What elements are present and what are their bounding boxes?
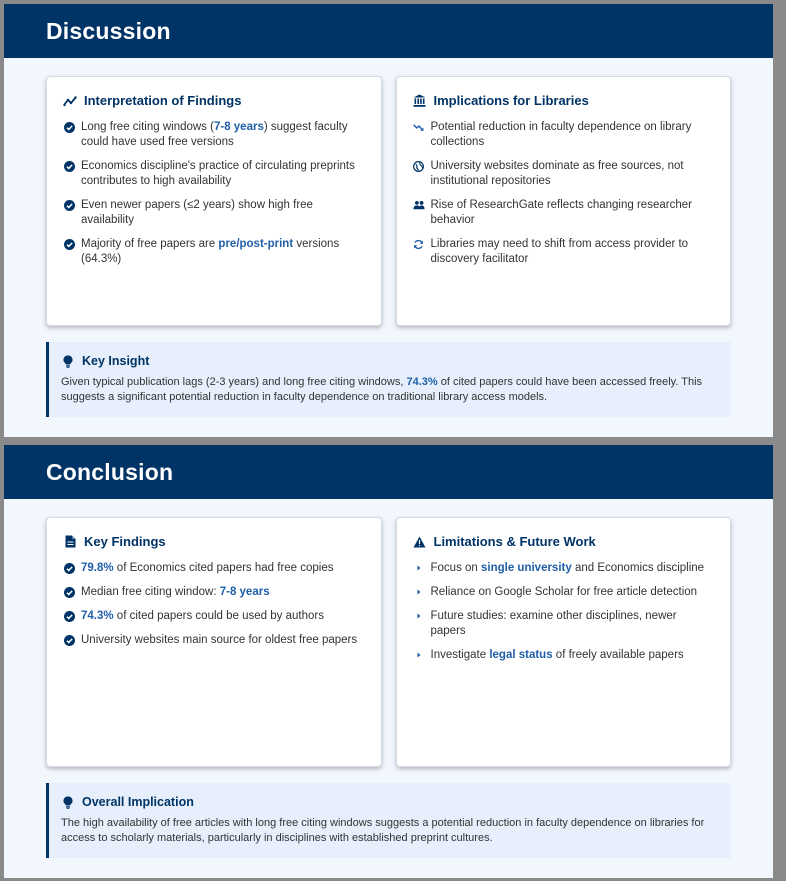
limitations-list [413, 561, 715, 663]
libraries-list [413, 120, 715, 267]
check-circle-icon [63, 586, 75, 598]
chevron-right-icon [413, 562, 425, 574]
check-circle-icon [63, 238, 75, 250]
discussion-slide [4, 4, 773, 437]
item-text: Majority of free papers are pre/post-print versions (64.3%) [81, 238, 340, 265]
item-text: Reliance on Google Scholar for free article detection [430, 586, 698, 598]
discussion-header [4, 4, 773, 58]
item-text: Investigate legal status of freely available papers [430, 649, 684, 661]
overall-implication-title-text: Overall Implication [82, 795, 194, 809]
list-item [63, 585, 365, 600]
list-item [63, 159, 365, 189]
key-insight-text: Given typical publication lags (2-3 years) and long free citing windows, 74.3% of cited papers could have been accessed freely. This suggests a significant potential reduction in faculty dependence on traditional library access models. [61, 376, 703, 403]
list-item [413, 120, 715, 150]
chevron-right-icon [413, 586, 425, 598]
lightbulb-icon [61, 795, 75, 809]
lightbulb-icon [61, 354, 75, 368]
item-text: Future studies: examine other disciplines, newer papers [430, 610, 677, 637]
item-text: University websites main source for oldest free papers [81, 634, 358, 646]
overall-implication-box [46, 783, 731, 858]
chevron-right-icon [413, 610, 425, 622]
list-item [63, 198, 365, 228]
item-text: 79.8% of Economics cited papers had free copies [81, 562, 334, 574]
item-text: Economics discipline's practice of circulating preprints contributes to high availability [81, 160, 355, 187]
item-text: Focus on single university and Economics discipline [430, 562, 705, 574]
list-item [413, 648, 715, 663]
discussion-title: Discussion [46, 17, 171, 44]
item-text: Rise of ResearchGate reflects changing researcher behavior [430, 199, 692, 226]
list-item [413, 159, 715, 189]
item-text: Median free citing window: 7-8 years [81, 586, 270, 598]
trend-down-icon [413, 121, 425, 133]
conclusion-cards [46, 517, 731, 767]
item-text: Even newer papers (≤2 years) show high free availability [81, 199, 313, 226]
sync-icon [413, 238, 425, 250]
warning-icon [413, 535, 427, 549]
library-icon [413, 94, 427, 108]
key-insight-title-text: Key Insight [82, 354, 150, 368]
list-item [413, 561, 715, 576]
list-item [413, 609, 715, 639]
item-text: Libraries may need to shift from access provider to discovery facilitator [430, 238, 689, 265]
list-item [63, 633, 365, 648]
overall-implication-text: The high availability of free articles with long free citing windows suggests a potential reduction in faculty dependence on libraries for access to scholarly materials, particularly in disciplines with established preprint cultures. [61, 817, 705, 844]
libraries-card-title [413, 93, 715, 108]
item-text: University websites dominate as free sources, not institutional repositories [430, 160, 684, 187]
libraries-card [396, 76, 732, 326]
chevron-right-icon [413, 649, 425, 661]
key-findings-list [63, 561, 365, 648]
list-item [63, 237, 365, 267]
chart-line-icon [63, 94, 77, 108]
conclusion-title: Conclusion [46, 458, 174, 485]
users-icon [413, 199, 425, 211]
item-text: 74.3% of cited papers could be used by authors [81, 610, 324, 622]
list-item [63, 609, 365, 624]
list-item [413, 237, 715, 267]
list-item [413, 198, 715, 228]
interpretation-card-title [63, 93, 365, 108]
key-findings-card [46, 517, 382, 767]
globe-icon [413, 160, 425, 172]
libraries-title-text: Implications for Libraries [433, 93, 589, 108]
list-item [63, 120, 365, 150]
item-text: Potential reduction in faculty dependence on library collections [430, 121, 692, 148]
key-findings-card-title [63, 534, 365, 549]
limitations-card [396, 517, 732, 767]
check-circle-icon [63, 199, 75, 211]
check-circle-icon [63, 562, 75, 574]
discussion-cards [46, 76, 731, 326]
limitations-title-text: Limitations & Future Work [433, 534, 596, 549]
check-circle-icon [63, 121, 75, 133]
check-circle-icon [63, 160, 75, 172]
interpretation-list [63, 120, 365, 267]
interpretation-card [46, 76, 382, 326]
key-insight-box [46, 342, 731, 417]
limitations-card-title [413, 534, 715, 549]
item-text: Long free citing windows (7-8 years) suggest faculty could have used free versions [81, 121, 348, 148]
list-item [413, 585, 715, 600]
check-circle-icon [63, 610, 75, 622]
interpretation-title-text: Interpretation of Findings [84, 93, 242, 108]
key-findings-title-text: Key Findings [84, 534, 166, 549]
conclusion-slide [4, 445, 773, 878]
overall-implication-title [61, 795, 717, 809]
file-icon [63, 535, 77, 549]
check-circle-icon [63, 634, 75, 646]
list-item [63, 561, 365, 576]
conclusion-header [4, 445, 773, 499]
key-insight-title [61, 354, 717, 368]
